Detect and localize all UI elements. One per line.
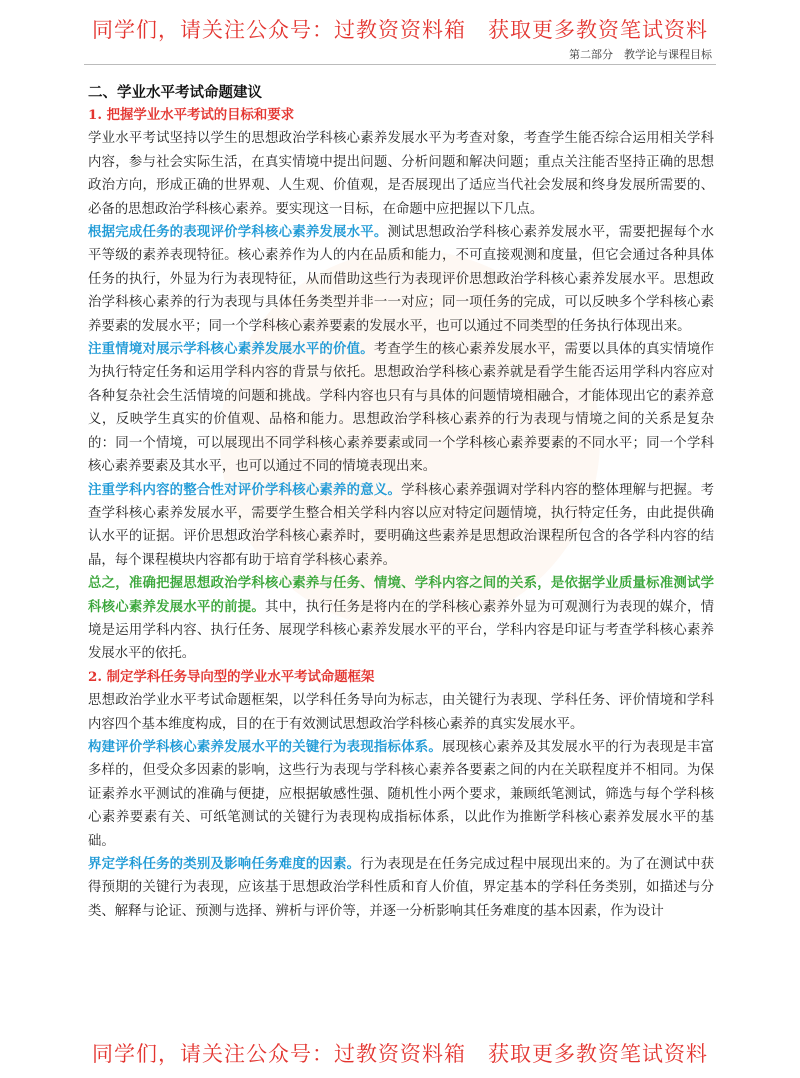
paragraph-4	[88, 479, 714, 573]
paragraph-7	[88, 736, 714, 853]
page-content	[88, 82, 714, 923]
paragraph-4-highlight: 注重学科内容的整合性对评价学科核心素养的意义。	[88, 481, 402, 498]
paragraph-8-text: 行为表现是在任务完成过程中展现出来的。为了在测试中获得预期的关键行为表现，应该基于思想政治学科性质和育人价值，界定基本的学科任务类别，如描述与分类、解释与论证、预测与选择、辨析与评价等，并逐一分析影响其任务难度的基本因素，作为设计	[88, 857, 715, 919]
paragraph-3-text: 考查学生的核心素养发展水平，需要以具体的真实情境作为执行特定任务和运用学科内容的背景与依托。思想政治学科核心素养就是看学生能否运用学科内容应对各种复杂社会生活情境的问题和挑战。学科内容也只有与具体的问题情境相融合，才能体现出它的素养意义，反映学生真实的价值观、品格和能力。思想政治学科核心素养的行为表现与情境之间的关系是复杂的：同一个情境，可以展现出不同学科核心素养要素或同一个学科核心素养要素的不同水平；同一个学科核心素养要素及其水平，也可以通过不同的情境表现出来。	[88, 342, 715, 475]
paragraph-5	[88, 572, 714, 666]
watermark-top: 同学们，请关注公众号：过教资资料箱 获取更多教资笔试资料	[92, 18, 708, 42]
paragraph-2	[88, 221, 714, 338]
running-header: 第二部分 教学论与课程目标	[569, 48, 712, 61]
header-rule	[84, 64, 716, 65]
paragraph-3-highlight: 注重情境对展示学科核心素养发展水平的价值。	[88, 341, 374, 358]
paragraph-5-highlight: 总之，准确把握思想政治学科核心素养与任务、情境、学科内容之间的关系，是依据学业质量标准测试学科核心素养发展水平的前提。	[88, 575, 714, 615]
section-title: 二、学业水平考试命题建议	[88, 84, 262, 101]
paragraph-7-text: 展现核心素养及其发展水平的行为表现是丰富多样的，但受众多因素的影响，这些行为表现与学科核心素养各要素之间的内在关联程度并不相同。为保证素养水平测试的准确与便捷，应根据敏感性强、随机性小两个要求，兼顾纸笔测试，筛选与每个学科核心素养要素有关、可纸笔测试的关键行为表现构成指标体系，以此作为推断学科核心素养发展水平的基础。	[88, 739, 714, 849]
paragraph-7-highlight: 构建评价学科核心素养发展水平的关键行为表现指标体系。	[88, 738, 442, 755]
watermark-bottom: 同学们，请关注公众号：过教资资料箱 获取更多教资笔试资料	[92, 1042, 708, 1066]
paragraph-8	[88, 853, 714, 923]
paragraph-1: 学业水平考试坚持以学生的思想政治学科核心素养发展水平为考查对象，考查学生能否综合运用相关学科内容，参与社会实际生活，在真实情境中提出问题、分析问题和解决问题；重点关注能否坚持正确的思想政治方向，形成正确的世界观、人生观、价值观，是否展现出了适应当代社会发展和终身发展所需要的、必备的思想政治学科核心素养。要实现这一目标，在命题中应把握以下几点。	[88, 131, 714, 217]
paragraph-8-highlight: 界定学科任务的类别及影响任务难度的因素。	[88, 856, 361, 872]
paragraph-4-text: 学科核心素养强调对学科内容的整体理解与把握。考查学科核心素养发展水平，需要学生整合相关学科内容以应对特定问题情境，执行特定任务，由此提供确认水平的证据。评价思想政治学科核心素养时，要明确这些素养是思想政治课程所包含的各学科内容的结晶，每个课程模块内容都有助于培育学科核心素养。	[88, 482, 715, 568]
paragraph-2-text: 测试思想政治学科核心素养发展水平，需要把握每个水平等级的素养表现特征。核心素养作为人的内在品质和能力，不可直接观测和度量，但它会通过各种具体任务的执行，外显为行为表现特征，从而借助这些行为表现评价思想政治学科核心素养发展水平。思想政治学科核心素养的行为表现与具体任务类型并非一一对应；同一项任务的完成，可以反映多个学科核心素养要素的发展水平；同一个学科核心素养要素的发展水平，也可以通过不同类型的任务执行体现出来。	[88, 225, 715, 334]
subsection-title-2: 2. 制定学科任务导向型的学业水平考试命题框架	[88, 668, 375, 685]
paragraph-6: 思想政治学业水平考试命题框架，以学科任务导向为标志，由关键行为表现、学科任务、评价情境和学科内容四个基本维度构成，目的在于有效测试思想政治学科核心素养的真实发展水平。	[88, 693, 714, 732]
subsection-title-1: 1. 把握学业水平考试的目标和要求	[88, 107, 295, 123]
paragraph-3	[88, 338, 714, 478]
paragraph-2-highlight: 根据完成任务的表现评价学科核心素养发展水平。	[88, 224, 388, 241]
paragraph-5-text: 其中，执行任务是将内在的学科核心素养外显为可观测行为表现的媒介，情境是运用学科内容、执行任务、展现学科核心素养发展水平的平台，学科内容是印证与考查学科核心素养发展水平的依托。	[88, 599, 715, 662]
